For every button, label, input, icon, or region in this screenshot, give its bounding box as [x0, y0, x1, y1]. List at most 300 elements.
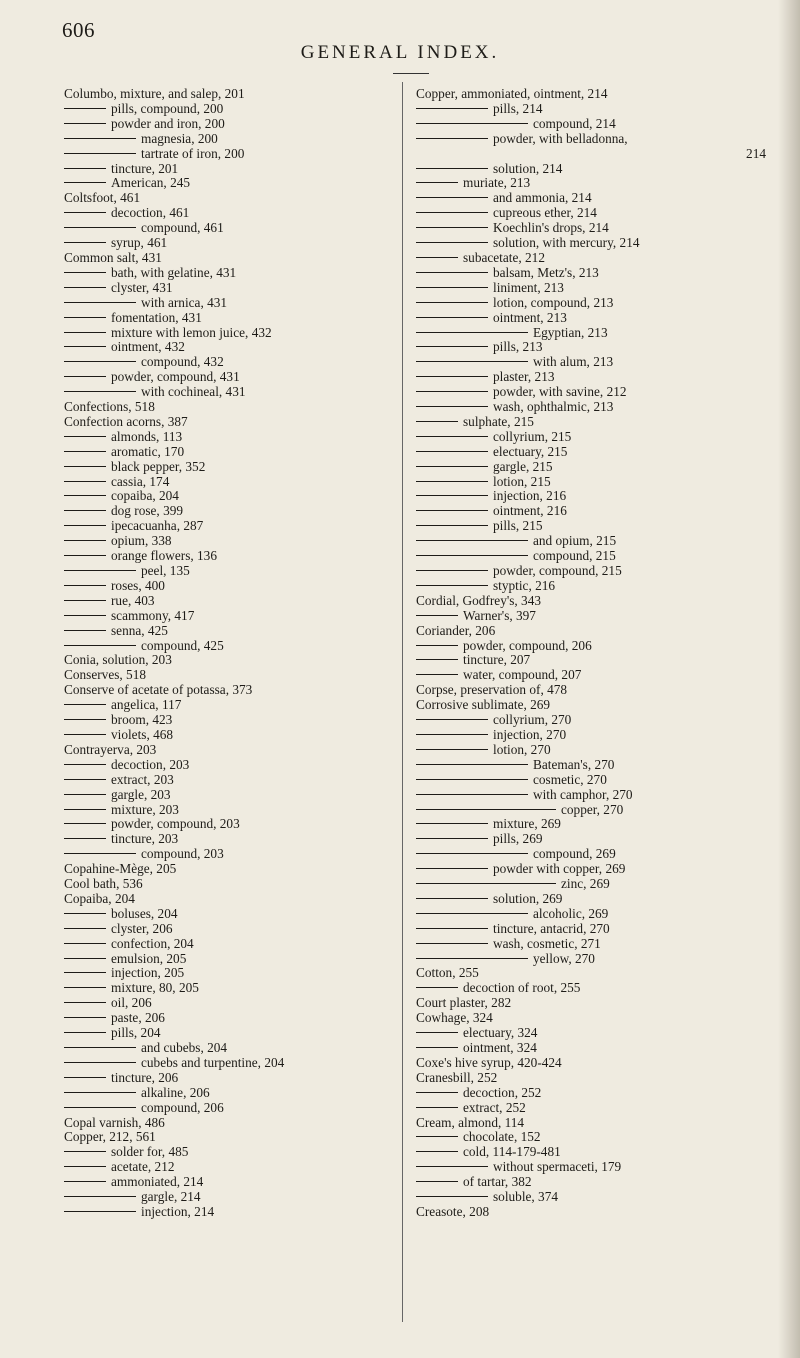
- ditto-dash: [64, 123, 106, 124]
- index-entry-text: copaiba, 204: [111, 488, 179, 504]
- index-entry: [416, 788, 766, 803]
- index-entry: [416, 117, 766, 132]
- ditto-dash: [416, 1166, 488, 1167]
- ditto-dash: [64, 1151, 106, 1152]
- index-entry-text: decoction, 461: [111, 205, 190, 221]
- index-entry: [64, 1071, 389, 1086]
- index-entry: [416, 624, 766, 639]
- ditto-dash: [416, 570, 488, 571]
- index-entry-text: peel, 135: [141, 563, 190, 578]
- index-entry-text: almonds, 113: [111, 428, 183, 444]
- index-entry: [64, 370, 389, 385]
- ditto-dash: [416, 794, 528, 795]
- index-entry-text: tartrate of iron, 200: [141, 145, 245, 161]
- index-entry: [64, 1205, 389, 1220]
- index-entry-text: Cool bath, 536: [64, 876, 143, 892]
- ditto-dash: [64, 764, 106, 765]
- index-entry: [416, 1116, 766, 1131]
- index-entry: [64, 430, 389, 445]
- index-entry: [416, 922, 766, 937]
- index-entry-text: electuary, 215: [493, 443, 568, 459]
- index-entry-text: Conserves, 518: [64, 667, 146, 683]
- index-entry-text: Contrayerva, 203: [64, 741, 157, 757]
- ditto-dash: [416, 451, 488, 452]
- index-entry-text: bath, with gelatine, 431: [111, 264, 237, 280]
- ditto-dash: [416, 197, 488, 198]
- ditto-dash: [64, 1211, 136, 1212]
- index-entry: [64, 713, 389, 728]
- index-entry-text: cupreous ether, 214: [493, 205, 597, 221]
- index-entry-text: injection, 270: [493, 726, 567, 742]
- ditto-dash: [64, 436, 106, 437]
- ditto-dash: [64, 346, 106, 347]
- index-entry: [64, 340, 389, 355]
- index-entry: [64, 817, 389, 832]
- index-entry: [416, 981, 766, 996]
- index-entry: [64, 1101, 389, 1116]
- index-entry-text: Coltsfoot, 461: [64, 190, 141, 206]
- index-entry-text: opium, 338: [111, 533, 172, 549]
- index-entry-text: ointment, 216: [493, 503, 567, 519]
- ditto-dash: [64, 1002, 106, 1003]
- ditto-dash: [64, 525, 106, 526]
- index-entry: [64, 460, 389, 475]
- index-entry: [416, 236, 766, 251]
- index-entry: [416, 1130, 766, 1145]
- index-entry-text: dog rose, 399: [111, 503, 184, 519]
- index-entry: [416, 191, 766, 206]
- index-entry-text: and opium, 215: [533, 533, 617, 549]
- index-entry-text: injection, 214: [141, 1203, 215, 1219]
- index-entry-text: wash, ophthalmic, 213: [493, 399, 614, 415]
- index-entry: [64, 1175, 389, 1190]
- index-entry: [64, 1190, 389, 1205]
- index-entry-text: Warner's, 397: [463, 607, 536, 623]
- ditto-dash: [416, 838, 488, 839]
- index-entry-text: liniment, 213: [493, 279, 564, 295]
- index-entry-text: sulphate, 215: [463, 413, 534, 429]
- index-entry-text: collyrium, 215: [493, 428, 572, 444]
- ditto-dash: [416, 302, 488, 303]
- ditto-dash: [64, 1077, 106, 1078]
- index-entry-text: pills, 269: [493, 831, 543, 847]
- ditto-dash: [416, 481, 488, 482]
- ditto-dash: [64, 227, 136, 228]
- ditto-dash: [416, 317, 488, 318]
- index-entry: [416, 713, 766, 728]
- ditto-dash: [64, 361, 136, 362]
- index-entry: [64, 1130, 389, 1145]
- ditto-dash: [416, 853, 528, 854]
- index-entry-text: gargle, 214: [141, 1189, 201, 1205]
- page-number: 606: [62, 18, 95, 42]
- index-entry-text: roses, 400: [111, 577, 165, 593]
- index-entry: [416, 1101, 766, 1116]
- index-entry-text: decoction, 203: [111, 756, 190, 772]
- index-entry: [416, 266, 766, 281]
- index-entry: [64, 221, 389, 236]
- index-entry: [64, 743, 389, 758]
- index-entry: [416, 132, 766, 147]
- index-entry: [64, 1041, 389, 1056]
- index-entry: [64, 475, 389, 490]
- index-entry-text: extract, 252: [463, 1099, 526, 1115]
- index-entry-text: zinc, 269: [561, 876, 610, 892]
- index-entry: [416, 1175, 766, 1190]
- ditto-dash: [416, 764, 528, 765]
- index-entry: [64, 400, 389, 415]
- index-entry: [416, 847, 766, 862]
- index-entry-text: compound, 203: [141, 846, 224, 862]
- ditto-dash: [64, 600, 106, 601]
- index-entry: [416, 549, 766, 564]
- index-entry-text: decoction of root, 255: [463, 980, 581, 996]
- ditto-dash: [416, 391, 488, 392]
- index-entry: [64, 564, 389, 579]
- index-entry: [64, 758, 389, 773]
- index-entry-text: wash, cosmetic, 271: [493, 935, 601, 951]
- index-entry-text: with arnica, 431: [141, 294, 228, 310]
- index-entry-text: decoction, 252: [463, 1084, 542, 1100]
- index-entry-text: Cordial, Godfrey's, 343: [416, 592, 542, 608]
- ditto-dash: [64, 510, 106, 511]
- index-entry: [64, 698, 389, 713]
- index-entry: [416, 430, 766, 445]
- index-entry-text: ipecacuanha, 287: [111, 518, 204, 534]
- index-entry: [416, 281, 766, 296]
- index-column-left: [64, 87, 389, 1220]
- ditto-dash: [64, 481, 106, 482]
- index-entry: [64, 847, 389, 862]
- index-entry: [416, 1026, 766, 1041]
- index-entry: [416, 176, 766, 191]
- ditto-dash: [64, 719, 106, 720]
- index-entry: [416, 385, 766, 400]
- index-entry: [64, 579, 389, 594]
- index-entry-text: magnesia, 200: [141, 130, 218, 146]
- index-entry-text: solution, 214: [493, 160, 563, 176]
- index-entry-text: broom, 423: [111, 712, 173, 728]
- index-entry: [416, 996, 766, 1011]
- ditto-dash: [64, 972, 106, 973]
- index-entry-text: cosmetic, 270: [533, 771, 607, 787]
- index-entry: [416, 817, 766, 832]
- index-entry-text: with alum, 213: [533, 354, 614, 370]
- index-entry: [64, 832, 389, 847]
- index-entry: [416, 355, 766, 370]
- index-entry-text: violets, 468: [111, 726, 174, 742]
- index-entry-text: Cowhage, 324: [416, 1010, 493, 1026]
- index-entry-text: Cotton, 255: [416, 965, 479, 981]
- index-entry: [64, 773, 389, 788]
- ditto-dash: [416, 257, 458, 258]
- ditto-dash: [416, 958, 528, 959]
- index-entry-text: injection, 216: [493, 488, 567, 504]
- index-entry-text: mixture, 269: [493, 816, 561, 832]
- index-entry-text: Copaiba, 204: [64, 890, 135, 906]
- ditto-dash: [64, 630, 106, 631]
- index-entry: [416, 102, 766, 117]
- index-entry: [416, 877, 766, 892]
- index-entry-text: confection, 204: [111, 935, 194, 951]
- index-entry-text: paste, 206: [111, 1010, 165, 1026]
- index-entry-text: mixture, 80, 205: [111, 980, 199, 996]
- ditto-dash: [64, 1107, 136, 1108]
- ditto-dash: [416, 242, 488, 243]
- index-entry-text: compound, 461: [141, 220, 224, 236]
- index-entry: [64, 996, 389, 1011]
- ditto-dash: [64, 1092, 136, 1093]
- ditto-dash: [64, 108, 106, 109]
- ditto-dash: [416, 376, 488, 377]
- index-entry-text: Coxe's hive syrup, 420-424: [416, 1054, 562, 1070]
- ditto-dash: [64, 391, 136, 392]
- index-entry: [416, 758, 766, 773]
- ditto-dash: [64, 495, 106, 496]
- index-entry-text: alkaline, 206: [141, 1084, 210, 1100]
- index-entry-text: gargle, 215: [493, 458, 553, 474]
- index-entry: [64, 1086, 389, 1101]
- column-divider: [402, 82, 403, 1322]
- index-entry: [64, 624, 389, 639]
- index-entry-text: American, 245: [111, 175, 191, 191]
- index-entry: [64, 1056, 389, 1071]
- index-entry: [64, 892, 389, 907]
- index-entry: [416, 206, 766, 221]
- index-entry-text: gargle, 203: [111, 786, 171, 802]
- index-entry: [64, 147, 389, 162]
- ditto-dash: [416, 406, 488, 407]
- index-entry: [64, 549, 389, 564]
- index-entry-text: fomentation, 431: [111, 309, 202, 325]
- index-entry-text: compound, 214: [533, 115, 616, 131]
- index-entry-text: chocolate, 152: [463, 1129, 541, 1145]
- ditto-dash: [416, 212, 488, 213]
- ditto-dash: [416, 645, 458, 646]
- ditto-dash: [64, 242, 106, 243]
- index-entry-text: solution, with mercury, 214: [493, 235, 640, 251]
- ditto-dash: [64, 704, 106, 705]
- index-entry: [64, 519, 389, 534]
- index-entry: [64, 236, 389, 251]
- ditto-dash: [64, 853, 136, 854]
- ditto-dash: [416, 1151, 458, 1152]
- index-entry: [416, 653, 766, 668]
- ditto-dash: [416, 719, 488, 720]
- index-entry: [64, 355, 389, 370]
- page-edge-shadow: [778, 0, 800, 1358]
- index-entry: [64, 907, 389, 922]
- index-entry-text: compound, 215: [533, 548, 616, 564]
- index-entry: [64, 877, 389, 892]
- ditto-dash: [416, 421, 458, 422]
- index-entry: [416, 668, 766, 683]
- ditto-dash: [416, 346, 488, 347]
- index-entry-text: copper, 270: [561, 801, 624, 817]
- index-entry: [416, 475, 766, 490]
- index-entry-text: Creasote, 208: [416, 1203, 490, 1219]
- index-entry-text: powder and iron, 200: [111, 115, 225, 131]
- index-entry: [64, 534, 389, 549]
- index-entry: [416, 1071, 766, 1086]
- index-entry-text: cold, 114-179-481: [463, 1144, 561, 1160]
- index-entry-text: Common salt, 431: [64, 249, 162, 265]
- index-entry: [416, 862, 766, 877]
- index-entry-text: ointment, 432: [111, 339, 185, 355]
- index-entry: [416, 489, 766, 504]
- index-entry-text: injection, 205: [111, 965, 185, 981]
- index-entry-text: of tartar, 382: [463, 1174, 532, 1190]
- ditto-dash: [64, 555, 106, 556]
- ditto-dash: [416, 987, 458, 988]
- ditto-dash: [416, 674, 458, 675]
- ditto-dash: [416, 749, 488, 750]
- ditto-dash: [64, 1032, 106, 1033]
- index-entry: [416, 832, 766, 847]
- index-entry: [416, 773, 766, 788]
- ditto-dash: [416, 1047, 458, 1048]
- index-entry: [64, 266, 389, 281]
- ditto-dash: [416, 182, 458, 183]
- index-entry-text: Conserve of acetate of potassa, 373: [64, 682, 253, 698]
- ditto-dash: [416, 361, 528, 362]
- ditto-dash: [416, 1196, 488, 1197]
- ditto-dash: [64, 153, 136, 154]
- ditto-dash: [64, 928, 106, 929]
- ditto-dash: [416, 868, 488, 869]
- index-entry-text: compound, 432: [141, 354, 224, 370]
- ditto-dash: [64, 570, 136, 571]
- ditto-dash: [64, 585, 106, 586]
- index-entry: [64, 668, 389, 683]
- ditto-dash: [416, 809, 556, 810]
- index-entry-text: cassia, 174: [111, 473, 170, 489]
- index-entry: [64, 937, 389, 952]
- index-entry: [416, 1160, 766, 1175]
- index-entry-text: Koechlin's drops, 214: [493, 220, 609, 236]
- index-entry-text: powder with copper, 269: [493, 861, 626, 877]
- index-entry-text: powder, compound, 215: [493, 563, 622, 578]
- index-entry-text: ointment, 324: [463, 1040, 537, 1055]
- ditto-dash: [416, 287, 488, 288]
- index-entry: [416, 504, 766, 519]
- index-entry-text: Copper, 212, 561: [64, 1129, 156, 1145]
- ditto-dash: [416, 1107, 458, 1108]
- index-entry-text: pills, 214: [493, 100, 543, 116]
- index-entry-text: rue, 403: [111, 592, 155, 608]
- index-entry: [64, 803, 389, 818]
- index-entry: [64, 1145, 389, 1160]
- index-entry: [64, 609, 389, 624]
- ditto-dash: [416, 883, 556, 884]
- index-entry-text: acetate, 212: [111, 1159, 175, 1175]
- index-entry-text: emulsion, 205: [111, 950, 187, 966]
- index-entry-text: extract, 203: [111, 771, 174, 787]
- index-entry: [64, 683, 389, 698]
- index-entry: [64, 251, 389, 266]
- ditto-dash: [64, 302, 136, 303]
- ditto-dash: [64, 168, 106, 169]
- ditto-dash: [64, 645, 136, 646]
- index-entry-text: Corrosive sublimate, 269: [416, 697, 551, 713]
- index-entry-text: ammoniated, 214: [111, 1174, 204, 1190]
- index-entry-text: compound, 425: [141, 637, 224, 653]
- index-entry: [416, 683, 766, 698]
- index-entry: [416, 296, 766, 311]
- index-entry: [416, 340, 766, 355]
- ditto-dash: [64, 838, 106, 839]
- index-entry-text: lotion, 270: [493, 741, 551, 757]
- index-entry: [416, 445, 766, 460]
- index-entry: [64, 653, 389, 668]
- index-entry: [416, 1086, 766, 1101]
- index-entry-text: without spermaceti, 179: [493, 1159, 622, 1175]
- ditto-dash: [64, 317, 106, 318]
- ditto-dash: [416, 1032, 458, 1033]
- index-entry: [64, 788, 389, 803]
- index-entry-text: ointment, 213: [493, 309, 567, 325]
- index-entry: [64, 594, 389, 609]
- ditto-dash: [64, 287, 106, 288]
- index-entry: [416, 564, 766, 579]
- index-entry: [64, 102, 389, 117]
- index-entry: [416, 937, 766, 952]
- index-entry-text: black pepper, 352: [111, 458, 206, 474]
- head-rule: [393, 73, 429, 74]
- ditto-dash: [416, 1092, 458, 1093]
- index-entry: [64, 504, 389, 519]
- ditto-dash: [64, 943, 106, 944]
- index-entry-text: Confections, 518: [64, 399, 155, 415]
- index-entry-text: clyster, 206: [111, 920, 173, 936]
- index-entry: [416, 415, 766, 430]
- index-entry-text: muriate, 213: [463, 175, 531, 191]
- index-entry: [64, 922, 389, 937]
- index-entry: [64, 445, 389, 460]
- index-entry: [416, 162, 766, 177]
- index-entry: [416, 803, 766, 818]
- index-entry: [416, 594, 766, 609]
- ditto-dash: [416, 332, 528, 333]
- index-entry-text: powder, compound, 206: [463, 637, 592, 653]
- ditto-dash: [64, 212, 106, 213]
- ditto-dash: [416, 123, 528, 124]
- index-entry: [416, 1041, 766, 1056]
- index-entry-text: angelica, 117: [111, 697, 182, 713]
- index-entry-text: mixture, 203: [111, 801, 179, 817]
- index-entry: [416, 1190, 766, 1205]
- ditto-dash: [64, 823, 106, 824]
- index-entry-text: mixture with lemon juice, 432: [111, 324, 272, 340]
- ditto-dash: [416, 585, 488, 586]
- ditto-dash: [416, 436, 488, 437]
- ditto-dash: [416, 525, 488, 526]
- index-entry: [416, 221, 766, 236]
- index-entry: [416, 966, 766, 981]
- index-entry-text: alcoholic, 269: [533, 905, 609, 921]
- index-entry-text: and cubebs, 204: [141, 1040, 228, 1055]
- index-entry: [416, 728, 766, 743]
- index-entry-text: lotion, compound, 213: [493, 294, 614, 310]
- ditto-dash: [416, 898, 488, 899]
- index-entry-text: pills, 215: [493, 518, 543, 534]
- ditto-dash: [64, 615, 106, 616]
- index-entry: [416, 698, 766, 713]
- index-entry-text: pills, 204: [111, 1025, 161, 1041]
- index-entry: [64, 1116, 389, 1131]
- index-entry: [416, 892, 766, 907]
- index-entry: [64, 952, 389, 967]
